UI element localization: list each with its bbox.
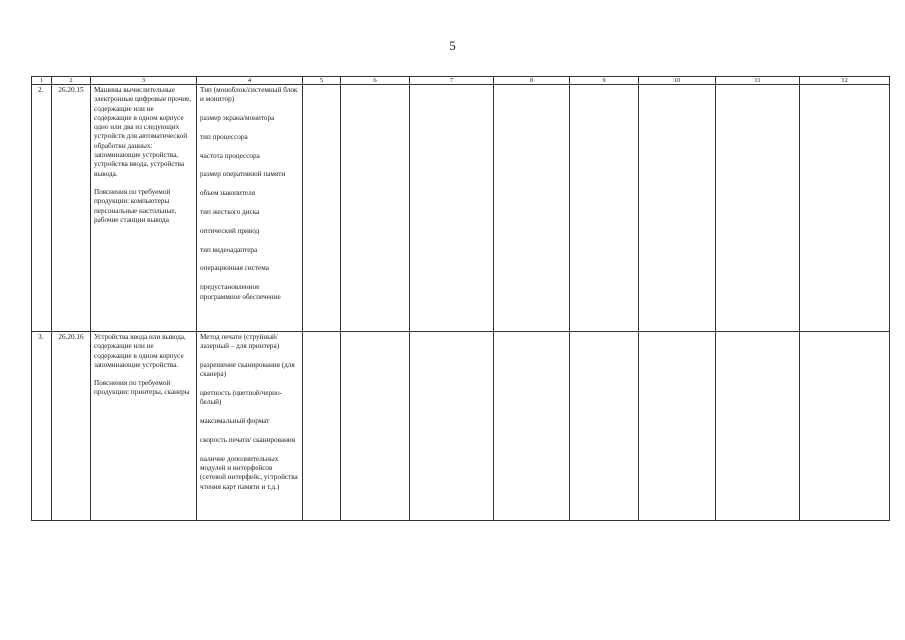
empty-cell bbox=[303, 332, 341, 521]
characteristic-item: наличие дополнительных модулей и интерфейсов (сетевой интерфейс, устройства чтения карт памяти и т.д.) bbox=[200, 454, 298, 491]
product-description: Устройства ввода или вывода, содержащие или не содержащие в одном корпусе запоминающие устройства. bbox=[94, 333, 186, 369]
characteristic-item: тип видеоадаптера bbox=[200, 245, 258, 254]
column-header: 5 bbox=[303, 77, 341, 85]
column-header: 6 bbox=[341, 77, 410, 85]
product-clarification: Пояснения по требуемой продукции: компьютеры персональные настольные, рабочие станции вывода bbox=[94, 187, 177, 224]
characteristic-item: размер оперативной памяти bbox=[200, 170, 286, 179]
characteristic-item: частота процессора bbox=[200, 151, 260, 160]
characteristics-cell bbox=[197, 332, 303, 521]
characteristics-cell bbox=[197, 85, 303, 332]
okpd-code: 26.20.16 bbox=[52, 332, 91, 521]
characteristic-item: Метод печати (струйный/ лазерный – для принтера) bbox=[200, 333, 280, 351]
column-header: 2 bbox=[52, 77, 91, 85]
column-header: 11 bbox=[716, 77, 800, 85]
empty-cell bbox=[410, 332, 494, 521]
column-header: 1 bbox=[32, 77, 52, 85]
characteristic-item: разрешение сканирования (для сканера) bbox=[200, 361, 295, 379]
characteristic-item: операционная система bbox=[200, 264, 269, 273]
okpd-code: 26.20.15 bbox=[52, 85, 91, 332]
product-table bbox=[31, 76, 890, 521]
row-number: 3. bbox=[32, 332, 52, 521]
characteristic-item: скорость печати/ сканирования bbox=[200, 436, 296, 445]
column-header: 7 bbox=[410, 77, 494, 85]
product-description-cell bbox=[91, 332, 197, 521]
empty-cell bbox=[494, 332, 570, 521]
characteristic-item: тип процессора bbox=[200, 132, 248, 141]
column-header: 10 bbox=[639, 77, 716, 85]
empty-cell bbox=[570, 85, 639, 332]
characteristic-item: максимальный формат bbox=[200, 417, 270, 426]
empty-cell bbox=[800, 85, 890, 332]
empty-cell bbox=[341, 85, 410, 332]
empty-cell bbox=[716, 332, 800, 521]
column-header: 3 bbox=[91, 77, 197, 85]
product-description: Машины вычислительные электронные цифровые прочие, содержащие или не содержащие в одном корпусе одно или два из следующих устройств для автоматической обработки данных: запоминающие устройства, устройства ввода, устройства вывода. bbox=[94, 86, 192, 178]
page-number: 5 bbox=[449, 38, 456, 53]
empty-cell bbox=[639, 332, 716, 521]
characteristic-item: оптический привод bbox=[200, 226, 260, 235]
characteristic-item: цветность (цветной/черно-белый) bbox=[200, 389, 282, 407]
empty-cell bbox=[800, 332, 890, 521]
empty-cell bbox=[494, 85, 570, 332]
product-description-cell bbox=[91, 85, 197, 332]
column-header: 12 bbox=[800, 77, 890, 85]
empty-cell bbox=[639, 85, 716, 332]
column-header: 4 bbox=[197, 77, 303, 85]
characteristic-item: Тип (моноблок/системный блок и монитор) bbox=[200, 86, 298, 104]
table-row bbox=[32, 85, 890, 332]
product-clarification: Пояснения по требуемой продукции: принтеры, сканеры bbox=[94, 379, 190, 397]
empty-cell bbox=[410, 85, 494, 332]
characteristic-item: размер экрана/монитора bbox=[200, 114, 275, 123]
column-header: 9 bbox=[570, 77, 639, 85]
table-header-row bbox=[32, 77, 890, 85]
column-header: 8 bbox=[494, 77, 570, 85]
row-number: 2. bbox=[32, 85, 52, 332]
characteristic-item: предустановленное программное обеспечение bbox=[200, 283, 281, 301]
characteristic-item: объем накопителя bbox=[200, 189, 255, 198]
empty-cell bbox=[303, 85, 341, 332]
empty-cell bbox=[341, 332, 410, 521]
empty-cell bbox=[570, 332, 639, 521]
table-row bbox=[32, 332, 890, 521]
empty-cell bbox=[716, 85, 800, 332]
characteristic-item: тип жесткого диска bbox=[200, 208, 260, 217]
